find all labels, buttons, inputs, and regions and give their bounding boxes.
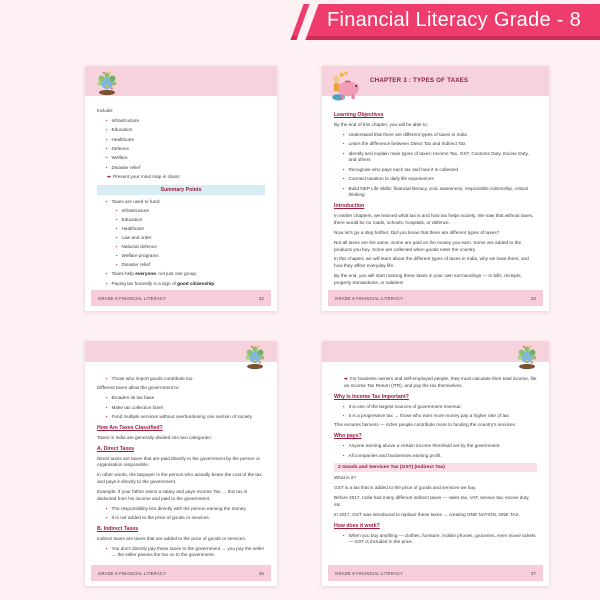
bullet-icon: ▪ [106,404,108,410]
bullet-item [106,414,265,421]
page-1 [85,66,277,311]
bullet-item [106,376,265,383]
bullet-text: All companies and businesses earning profit. [348,452,442,458]
page-3-footer [91,565,271,581]
paragraph: Direct taxes are taxes that are paid directly to the government by the person or organisation responsible. [97,455,261,468]
paragraph: By the end of this chapter, you will be able to: [334,122,429,127]
bullet-icon: ▪ [106,127,108,133]
paragraph: In this chapter, we will learn about the different types of taxes in India, why we have them, and how they affect everyday life. [334,256,529,269]
footer-label: GRADE 8 FINANCIAL LITERACY [335,295,404,301]
bullet-text: It is not added to the price of goods or services. [111,514,210,520]
arrow-note: ➡ For business owners and self-employed people, they must calculate their total income, file an Income Tax Return (ITR), and pay the tax themselves. [344,376,537,388]
paragraph: In 2017, GST was introduced to replace these taxes → creating ONE NATION, ONE TAX. [334,511,520,517]
bullet-list [97,395,265,421]
bullet-icon: ▪ [343,452,345,458]
bullet-text: It is one of the largest sources of government revenue. [348,403,462,409]
bullet-text: It is a progressive tax → those who earn more money pay a higher rate of tax. [348,413,511,419]
bullet-icon: ▪ [116,262,118,268]
bullet-text: Defence [111,146,129,152]
bullet-text: Those who import goods contribute too [111,376,193,381]
bullet-text: Taxes help everyone, not just one group. [111,271,198,277]
bullet-item [106,515,265,522]
bullet-text: Infrastructure [111,117,140,123]
bullet-item [343,141,537,148]
bullet-icon: ▪ [106,146,108,152]
bullet-icon: ▪ [106,376,108,381]
bullet-list [97,118,265,172]
bullet-item [106,271,265,278]
piggy-bank-icon [330,69,360,102]
bullet-item [106,281,265,287]
bullet-list [97,506,265,522]
bullet-icon: ▪ [116,244,118,250]
section-heading: Why Is Income Tax Important? [334,393,409,400]
bullet-text: Education [111,127,133,133]
sub-bullet-item [116,217,265,224]
bullet-item [343,404,537,411]
bullet-icon: ▪ [116,217,118,223]
bullet-text: Disaster relief [121,262,151,268]
bullet-icon: ▪ [106,271,108,277]
bullet-list [334,132,537,199]
page-4 [322,341,549,586]
bullet-list [334,443,537,459]
bullet-icon: ▪ [343,150,345,156]
paragraph: This ensures fairness — richer people contribute more to funding the country's services. [334,422,517,428]
paragraph: Example: If your father earns a salary and pays Income Tax → this tax is deducted from his income and paid to the government. [97,488,248,501]
page-number: 37 [530,570,536,576]
bullet-list [334,533,537,547]
paragraph: Include: [97,108,114,113]
page-1-content [85,96,277,287]
bullet-list [97,546,265,560]
bullet-text: Healthcare [111,136,135,142]
bullet-item [343,443,537,450]
footer-label: GRADE 8 FINANCIAL LITERACY [98,295,167,301]
bullet-text: Disaster relief [111,164,141,170]
bullet-icon: ▪ [106,414,108,420]
paragraph: Indirect taxes are taxes that are added to the price of goods or services. [97,535,247,541]
gst-section-band: 2 Goods and Services Tax (GST) (Indirect Tax) [334,463,537,472]
school-crest-icon [243,343,267,370]
bullet-icon: ▪ [343,176,345,182]
bullet-text: Law and order [121,235,152,241]
bullet-text: Identify and explain main types of taxes: Income Tax, GST, Customs Duty, Excise Duty, and others [348,150,529,163]
bullet-icon: ▪ [116,235,118,241]
bullet-icon: ▪ [343,131,345,137]
bullet-item [106,127,265,134]
bullet-icon: ▪ [343,141,345,147]
bullet-text: National defence [121,244,157,250]
chapter-title: CHAPTER 3 : TYPES OF TAXES [370,77,469,84]
section-heading: Learning Objectives [334,112,384,118]
bullet-text: Infrastructure [121,208,150,214]
page-3 [85,341,277,586]
sub-bullet-item [116,235,265,242]
paragraph: In other words, the taxpayer is the person who actually bears the cost of the tax and pays it directly to the government. [97,472,262,485]
paragraph: Now let's go a step further: Did you know that there are different types of taxes? [334,229,500,235]
bullet-item [343,132,537,139]
bullet-list [97,376,265,383]
bullet-icon: ▪ [106,164,108,170]
bullet-text: Welfare [111,155,128,161]
bullet-text: Understand that there are different types of taxes in India [348,131,467,137]
bullet-icon: ▪ [116,208,118,214]
bullet-text: Welfare programs [121,253,159,259]
bullet-icon: ▪ [106,199,108,205]
bullet-text: Recognise who pays each tax and how it is collected [348,166,458,172]
bullet-icon: ▪ [343,185,345,191]
bullet-text: You don't directly pay these taxes to the government → you pay the seller → the seller passes the tax on to the government. [111,545,265,558]
page-3-content [85,362,277,562]
bullet-text: Paying tax honestly is a sign of good citizenship. [111,280,216,286]
section-heading: Who pays? [334,433,362,440]
bullet-item [106,546,265,560]
footer-label: GRADE 8 FINANCIAL LITERACY [98,570,167,576]
section-heading: A. Direct Taxes [97,445,135,452]
bullet-icon: ▪ [343,532,345,538]
bullet-icon: ▪ [106,395,108,401]
bullet-text: Anyone earning above a certain income threshold set by the government. [348,443,501,449]
bullet-item [106,506,265,513]
bullet-icon: ▪ [116,253,118,259]
bullet-icon: ▪ [343,443,345,449]
bullet-icon: ▪ [106,545,108,551]
school-crest-icon [515,343,539,370]
paragraph: What is it? [334,475,356,481]
page-4-header-band [322,341,549,362]
bullet-icon: ▪ [106,117,108,123]
bullet-item [343,413,537,420]
summary-points-band: Summary Points [97,185,265,195]
sub-bullet-item [116,208,265,215]
arrow-icon: ➡ [344,376,348,381]
section-heading: Introduction [334,203,365,210]
bullet-text: Learn the difference between Direct Tax and Indirect Tax [348,141,466,147]
page-number: 33 [530,295,536,301]
sub-bullet-item [116,262,265,269]
page-1-footer [91,290,271,306]
bullet-list [334,404,537,420]
bullet-text: Healthcare [121,226,145,232]
sub-bullet-item [116,226,265,233]
title-banner [298,4,600,40]
bullet-item [343,151,537,165]
bullet-icon: ▪ [343,166,345,172]
page-4-content [322,362,549,562]
sub-bullet-item [116,244,265,251]
bullet-item [343,186,537,200]
sub-bullet-item [116,253,265,260]
paragraph: Different taxes allow the government to: [97,385,180,391]
bullet-text: Education [121,217,143,223]
section-heading: How Are Taxes Classified? [97,424,163,431]
paragraph: In earlier chapters, we learned what tax is and how tax helps society. We saw that without taxes, there would be no roads, schools, hospitals, or defence. [334,213,534,226]
bullet-text: Build NEP Life Skills: financial literacy, civic awareness, responsible citizenship, critical thinking [348,185,528,198]
bullet-list [97,199,265,287]
bullet-text: Connect taxation to daily life experiences [348,176,434,182]
paragraph: Not all taxes are the same. Some are paid on the money you earn. Some are added to the products you buy. Some are collected when goods enter the country. [334,239,522,252]
bullet-icon: ▪ [106,280,108,286]
bullet-text: When you buy anything — clothes, furniture, mobile phones, groceries, even movie tickets — GST is included in the price. [348,532,536,545]
section-heading: How does it work? [334,522,380,529]
paragraph: By the end, you will start noticing these taxes in your own surroundings — in bills, receipts, property transactions, or salaries! [334,272,522,285]
paragraph: Before 2017, India had many different indirect taxes — sales tax, VAT, service tax, excise duty, etc. [334,495,530,507]
page-number: 35 [258,570,264,576]
bullet-icon: ▪ [116,226,118,232]
bullet-item [106,165,265,172]
bullet-text: Fund multiple services without overburdening one section of society [111,414,252,420]
bullet-item [343,167,537,174]
bullet-icon: ▪ [343,413,345,419]
bullet-text: The responsibility lies directly with the person earning the money. [111,505,247,511]
bullet-icon: ▪ [343,403,345,409]
page-number: 32 [258,295,264,301]
page-2-content [322,96,549,287]
bullet-text: Make tax collection fairer [111,404,164,410]
bullet-item [106,405,265,412]
arrow-icon: ➡ [107,174,111,180]
school-crest-icon [95,69,119,96]
bullet-item [343,453,537,460]
bullet-item [106,118,265,125]
banner-title: Financial Literacy Grade - 8 [326,9,582,31]
paragraph: Taxes in India are generally divided into two categories: [97,434,212,440]
bullet-icon: ▪ [106,514,108,520]
page-2-header-band [322,66,549,96]
bullet-item [106,199,265,206]
bullet-text: Broaden its tax base [111,395,155,401]
page-4-footer [328,565,543,581]
bullet-item [343,176,537,183]
bullet-item [106,137,265,144]
bullet-icon: ▪ [106,155,108,161]
bullet-item [106,155,265,162]
bullet-item [106,146,265,153]
footer-label: GRADE 8 FINANCIAL LITERACY [335,570,404,576]
paragraph: GST is a tax that is added to the price of goods and services we buy. [334,485,477,491]
page-1-header-band [85,66,277,96]
arrow-note: ➡ Present your mind map in class! [107,174,180,180]
bullet-icon: ▪ [106,136,108,142]
bullet-icon: ▪ [106,505,108,511]
page-2 [322,66,549,311]
bullet-item [343,533,537,547]
bullet-text: Taxes are used to fund: [111,199,161,205]
section-heading: B. Indirect Taxes [97,525,139,532]
bullet-item [106,395,265,402]
page-2-footer [328,290,543,306]
page-3-header-band [85,341,277,362]
